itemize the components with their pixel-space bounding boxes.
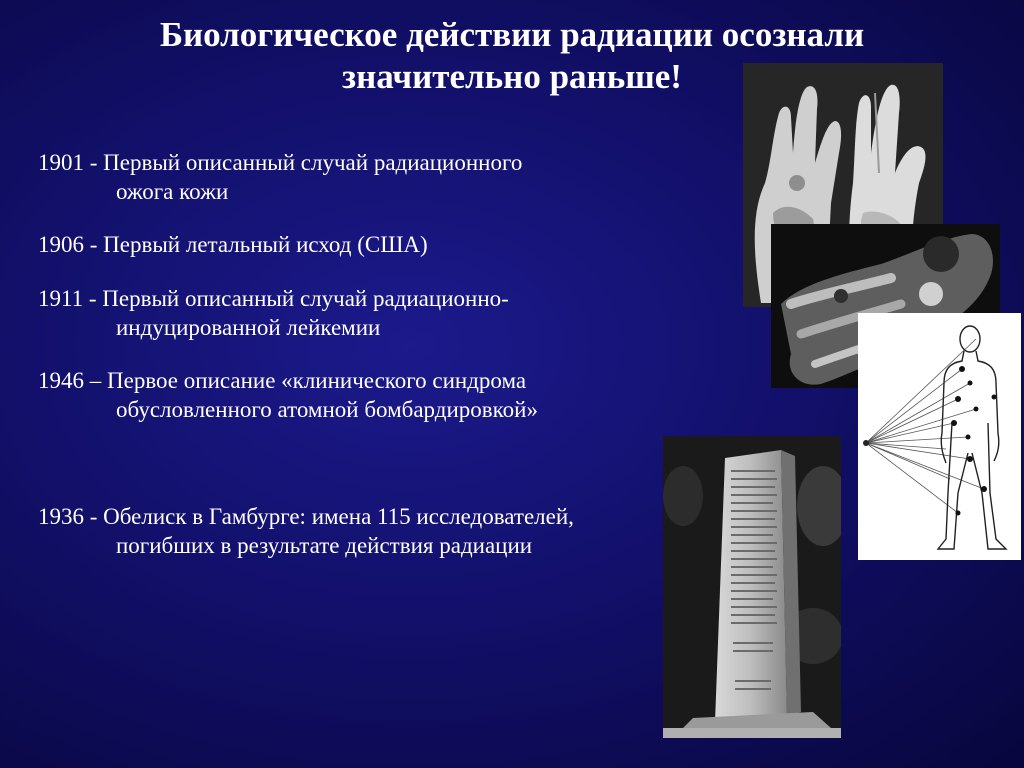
timeline-text: 1946 – Первое описание «клинического синдрома [38, 368, 527, 393]
timeline-item-1911 [38, 284, 509, 342]
timeline-text-cont: обусловленного атомной бомбардировкой» [116, 397, 538, 422]
body-irradiation-diagram [858, 313, 1021, 560]
timeline-text: 1901 - Первый описанный случай радиационного [38, 150, 523, 175]
slide-title-line-1: Биологическое действии радиации осознали [159, 15, 865, 54]
timeline-text-cont: индуцированной лейкемии [116, 315, 381, 340]
timeline-text-cont: погибших в результате действия радиации [116, 533, 533, 558]
timeline-text: 1906 - Первый летальный исход (США) [38, 232, 428, 257]
obelisk-photo [663, 436, 841, 738]
timeline-item-1906 [38, 230, 428, 259]
timeline-item-1936 [38, 502, 574, 560]
timeline-item-1901 [38, 148, 522, 206]
timeline-text: 1911 - Первый описанный случай радиационно- [38, 286, 509, 311]
timeline-text-cont: ожога кожи [116, 179, 229, 204]
timeline-text: 1936 - Обелиск в Гамбурге: имена 115 исследователей, [38, 504, 574, 529]
timeline-item-1946 [38, 366, 538, 424]
slide-title-line-2: значительно раньше! [342, 57, 682, 96]
